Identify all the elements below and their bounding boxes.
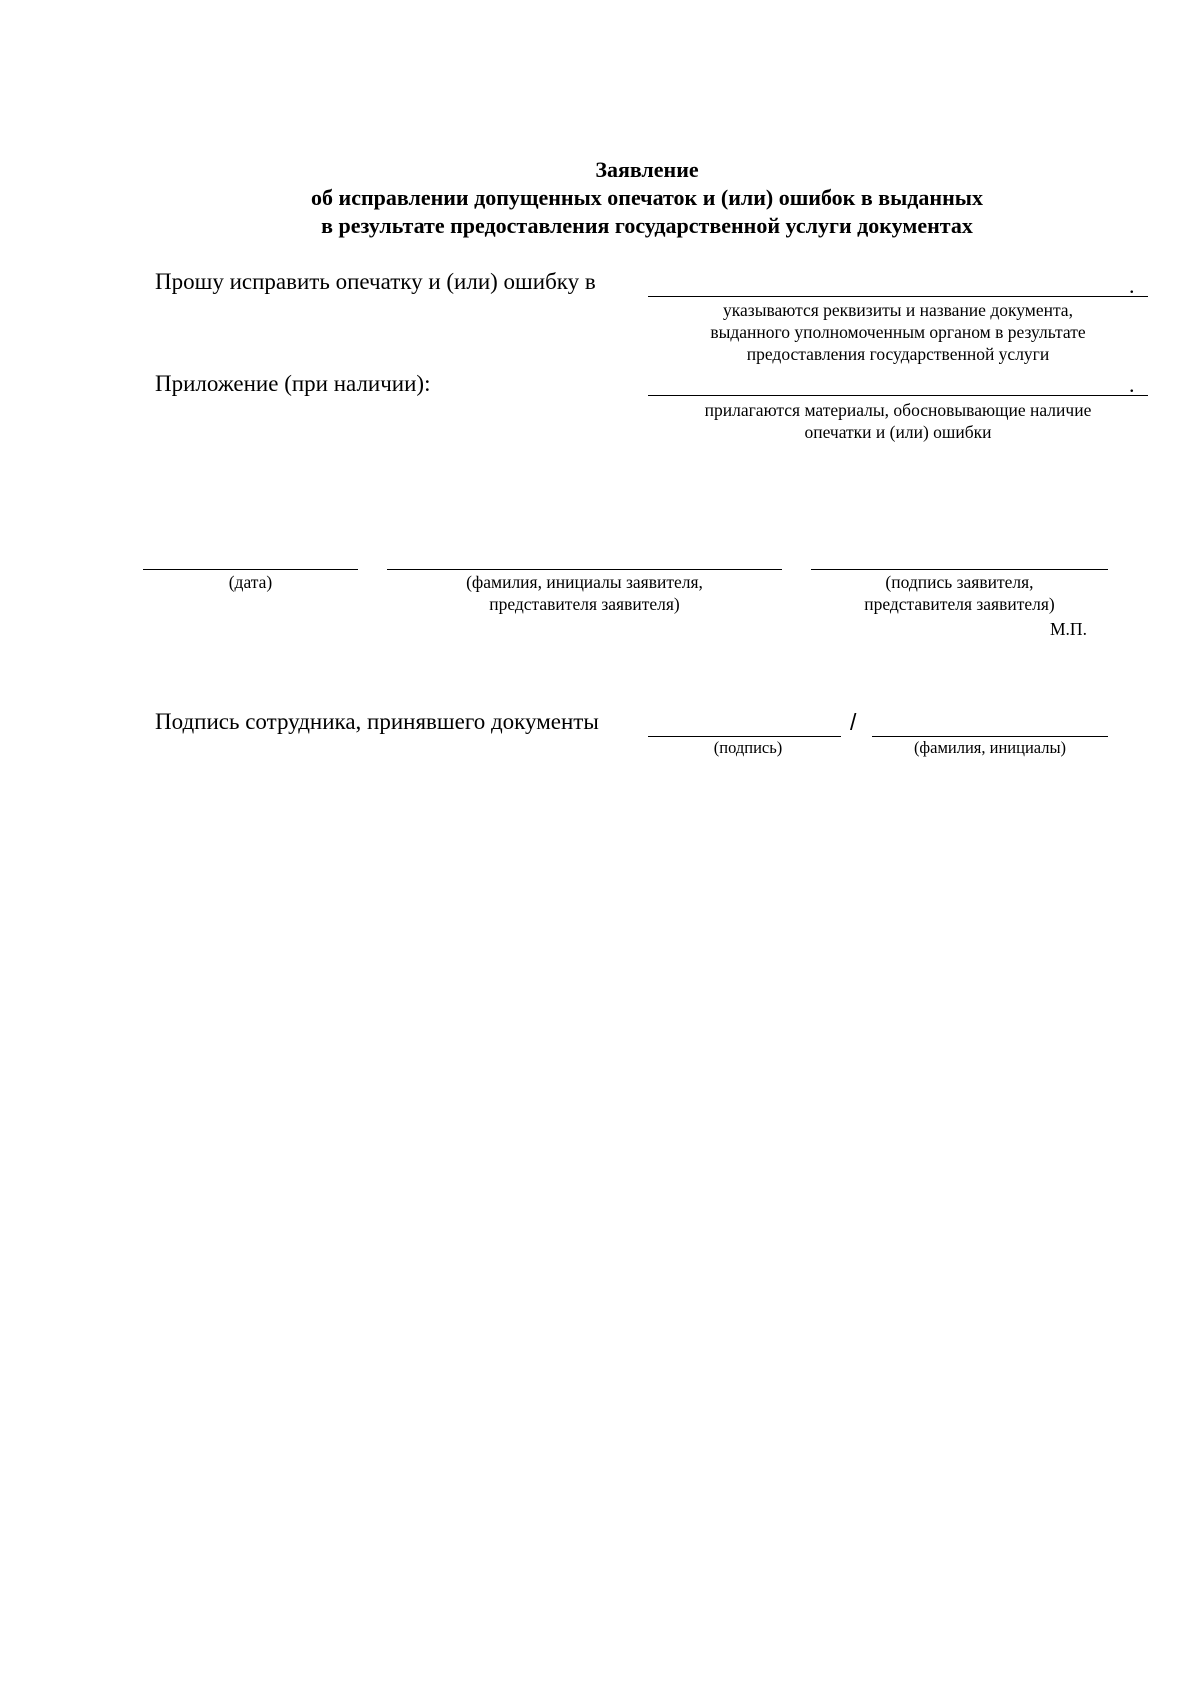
applicant-name-caption-line-2: представителя заявителя) xyxy=(489,594,680,614)
applicant-signature-caption-line-2: представителя заявителя) xyxy=(864,594,1055,614)
staff-name-field-line[interactable] xyxy=(872,736,1108,737)
applicant-name-caption-line-1: (фамилия, инициалы заявителя, xyxy=(466,572,703,592)
document-title xyxy=(0,156,1200,240)
request-hint-line-2: выданного уполномоченным органом в результате xyxy=(710,322,1086,342)
attachment-hint-line-2: опечатки и (или) ошибки xyxy=(804,422,992,442)
staff-separator: / xyxy=(850,709,857,735)
attachment-terminator: . xyxy=(1129,372,1135,397)
attachment-hint-line-1: прилагаются материалы, обосновывающие наличие xyxy=(704,400,1092,420)
staff-name-caption: (фамилия, инициалы) xyxy=(913,738,1067,757)
staff-signature-field-line[interactable] xyxy=(648,736,841,737)
staff-signature-caption: (подпись) xyxy=(713,738,783,757)
attachment-label: Приложение (при наличии): xyxy=(155,371,431,396)
date-caption: (дата) xyxy=(228,572,273,592)
title-line-2: об исправлении допущенных опечаток и (или) ошибок в выданных xyxy=(311,185,983,210)
applicant-signature-caption-line-1: (подпись заявителя, xyxy=(885,572,1034,592)
request-hint-line-3: предоставления государственной услуги xyxy=(746,344,1050,364)
applicant-name-field-line[interactable] xyxy=(387,569,782,570)
applicant-signature-field-line[interactable] xyxy=(811,569,1108,570)
attachment-field-line[interactable] xyxy=(648,395,1148,396)
request-field-line[interactable] xyxy=(648,296,1148,297)
request-hint-line-1: указываются реквизиты и название документа, xyxy=(723,300,1073,320)
staff-label: Подпись сотрудника, принявшего документы xyxy=(155,709,599,734)
request-label: Прошу исправить опечатку и (или) ошибку в xyxy=(155,269,596,294)
date-field-line[interactable] xyxy=(143,569,358,570)
applicant-name-caption xyxy=(387,571,782,615)
applicant-signature-caption xyxy=(811,571,1108,615)
request-terminator: . xyxy=(1129,273,1135,298)
title-line-3: в результате предоставления государственной услуги документах xyxy=(321,213,973,238)
request-hint xyxy=(648,299,1148,365)
attachment-hint xyxy=(648,399,1148,443)
title-line-1: Заявление xyxy=(595,157,699,182)
stamp-mark: М.П. xyxy=(1050,619,1087,639)
